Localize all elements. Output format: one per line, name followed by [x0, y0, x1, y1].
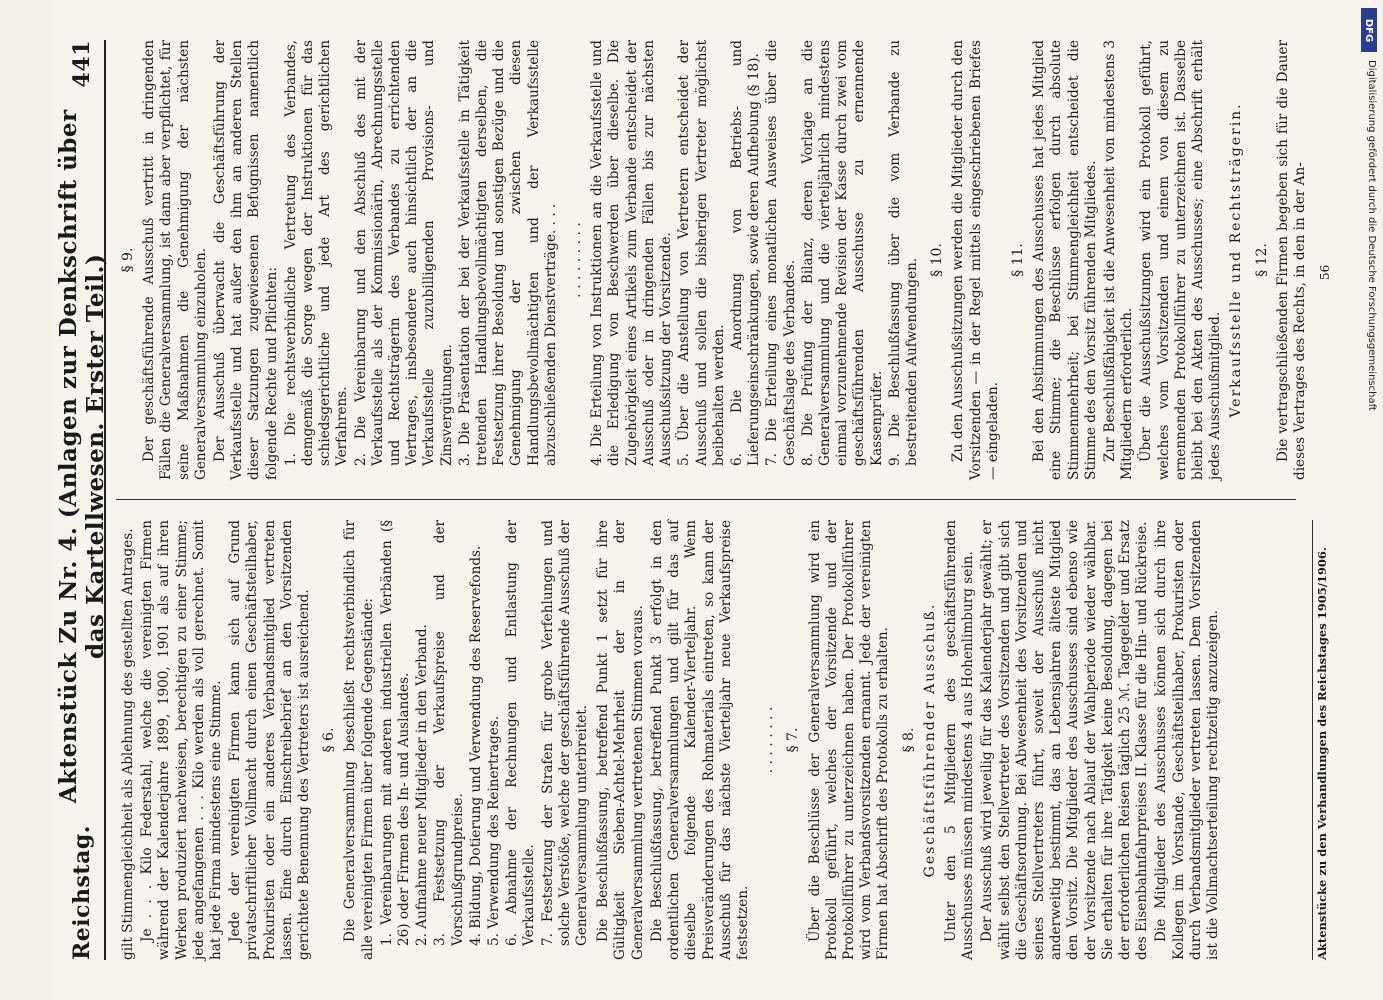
paragraph: Bei den Abstimmungen des Ausschusses hat jedes Mitglied eine Stimme; die Beschlüsse erfolgen durch absolute Stimmenmehrheit; bei Stimmengleichheit entscheidet die Stimme des den Vorsitz führenden Mitgliedes.	[1031, 40, 1099, 480]
list-item: 9. Die Beschlußfassung über die vom Verbande zu bestreitenden Aufwendungen.	[886, 40, 920, 466]
list-item: 5. Über die Anstellung von Vertretern entscheidet der Ausschuß und sollen die bisherigen Vertreter möglichst beibehalten werden.	[676, 40, 727, 466]
paragraph: Der Ausschuß wird jeweilig für das Kalenderjahr gewählt; er wählt selbst den Stellvertreter des Vorsitzenden und gibt sich die Geschäftsordnung. Bei Abwesenheit des Vorsitzenden und seines Stellvertreters führt, soweit der Ausschuß nicht anderweitig bestimmt, das an Lebensjahren älteste Mitglied den Vorsitz. Die Mitglieder des Ausschusses sind ebenso wie der Vorsitzende nach Ablauf der Wahlperiode wieder wählbar. Sie erhalten für ihre Tätigkeit keine Besoldung, dagegen bei der erforderlichen Reisen täglich 25 ℳ. Tagegelder und Ersatz des Eisenbahnfahrpreises II. Klasse für die Hin- und Rückreise.	[979, 520, 1151, 960]
section-heading: § 10.	[929, 243, 946, 277]
list	[283, 40, 560, 480]
list-item: 6. Abnahme der Rechnungen und Entlastung der Verkaufsstelle.	[504, 520, 538, 946]
list-item: 2. Die Vereinbarung und den Abschluß des mit der Verkaufsstelle als der Kommissionärin, Abrechnungsstelle und Rechtsträgerin des Verbandes zu errichtenden Vertrages, insbesondere auch hinsichtlich der an die Verkaufsstelle zuzubilligenden Provisions- und Zinsvergütungen.	[352, 40, 455, 466]
list-item: 7. Die Erteilung eines monatlichen Ausweises über die Geschäftslage des Verbandes.	[764, 40, 798, 466]
paragraph: Der Ausschuß überwacht die Geschäftsführung der Verkaufsstelle und hat außer den ihm an anderen Stellen dieser Satzungen zugewiesenen Befugnissen namentlich folgende Rechte und Pflichten:	[212, 40, 280, 480]
list-item: 5. Verwendung des Reinertrages.	[486, 715, 503, 946]
paragraph: Die vertragschließenden Firmen begeben sich für die Dauer dieses Vertrages des Rechts, in den in der An-	[1274, 40, 1308, 480]
list-item: 1. Die rechtsverbindliche Vertretung des Verbandes, demgemäß die Sorge wegen der Instruktionen für das schiedsgerichtliche und jede Art des gerichtlichen Verfahrens.	[282, 40, 351, 466]
page-header	[55, 40, 109, 960]
list	[379, 520, 591, 960]
document-page	[50, 0, 1380, 1000]
footer-source: Aktenstücke zu den Verhandlungen des Reichstages 1905/1906.	[1312, 520, 1329, 960]
section-heading: § 11.	[1009, 243, 1026, 277]
right-column	[120, 40, 1311, 480]
column-divider	[116, 499, 1296, 500]
list-item: 3. Die Präsentation der bei der Verkaufsstelle in Tätigkeit tretenden Handlungsbevollmächtigten derselben, die Festsetzung ihrer Besoldung und sonstigen Bezüge und die Genehmigung der zwischen diesen Handlungsbevollmächtigten und der Verkaufsstelle abzuschließenden Dienstverträge. . . .	[456, 40, 559, 466]
paragraph: Unter den 5 Mitgliedern des geschäftsführenden Ausschusses müssen mindestens 4 aus Hohenlimburg sein.	[942, 520, 977, 960]
digitization-note: Digitalisierung gefördert durch die Deutsche Forschungsgemeinschaft	[1366, 60, 1377, 411]
paragraph: Die Beschlußfassung, betreffend Punkt 1 setzt für ihre Gültigkeit Sieben-Achtel-Mehrheit der in der Generalversammlung vertretenen Stimmen voraus.	[595, 520, 646, 960]
header-title: Aktenstück Zu Nr. 4. (Anlagen zur Denkschrift über das Kartellwesen. Erster Teil.)	[55, 109, 109, 804]
section-heading: § 9.	[120, 247, 136, 273]
footer-page-number: 56	[1318, 264, 1332, 280]
paragraph: gilt Stimmengleichheit als Ablehnung des gestellten Antrages.	[120, 528, 136, 960]
list-item: 4. Bildung, Dotierung und Verwendung des Reservefonds.	[467, 545, 484, 946]
dfg-logo: DFG	[1361, 8, 1377, 52]
list-item: 2. Aufnahme neuer Mitglieder in den Verband.	[414, 624, 431, 946]
left-column	[120, 520, 1224, 960]
list-item: 6. Die Anordnung von Betriebs- und Lieferungseinschränkungen, sowie deren Aufhebung (§ 18).	[728, 40, 763, 466]
section-subtitle: Verkaufsstelle und Rechtsträgerin.	[1228, 102, 1245, 418]
section-heading: § 7.	[785, 727, 802, 753]
section-heading: § 8.	[900, 727, 917, 753]
list-item: 8. Die Prüfung der Bilanz, deren Vorlage an die Generalversammlung und die vierteljährlich mindestens einmal vorzunehmende Revision der Kasse durch zwei vom geschäftsführenden Ausschusse zu ernennende Kassenprüfer.	[799, 40, 885, 466]
header-left: Reichstag.	[69, 825, 95, 960]
section-heading: § 6.	[321, 727, 338, 753]
section-subtitle: Geschäftsführender Ausschuß.	[921, 602, 938, 878]
list-item: 3. Festsetzung der Verkaufspreise und der Vorschußgrundpreise.	[432, 520, 466, 946]
paragraph: Je . . . Kilo Federstahl, welche die vereinigten Firmen während der Kalenderjahre 1899, 1900, 1901 als auf ihren Werken produziert nachweisen, berechtigen zu einer Stimme; jede angefangenen . . . Kilo werden als voll gerechnet. Somit hat jede Firma mindestens eine Stimme.	[139, 520, 225, 960]
paragraph: Die Beschlußfassung, betreffend Punkt 3 erfolgt in den ordentlichen Generalversammlungen und gilt für das auf dieselbe folgende Kalender-Vierteljahr. Wenn Preisveränderungen des Rohmaterials eintreten, so kann der Ausschuß für das nächste Vierteljahr neue Verkaufspreise festsetzen.	[648, 520, 751, 960]
list	[589, 40, 921, 480]
header-page-number: 441	[69, 40, 95, 88]
ellipsis: . . . . . . . .	[760, 706, 777, 774]
list-item: 4. Die Erteilung von Instruktionen an die Verkaufsstelle und die Erledigung von Beschwerden über dieselbe. Die Zugehörigkeit eines Artikels zum Verbande entscheidet der Ausschuß oder in dringenden Fällen bis zur nächsten Ausschußsitzung der Vorsitzende.	[589, 40, 675, 466]
paragraph: Zu den Ausschußsitzungen werden die Mitglieder durch den Vorsitzenden — in der Regel mittels eingeschriebenen Briefes — eingeladen.	[950, 40, 1001, 480]
list-item: 1. Vereinbarungen mit anderen industriellen Verbänden (§ 26) oder Firmen des In- und Auslandes.	[378, 520, 413, 946]
paragraph: Der geschäftsführende Ausschuß vertritt in dringenden Fällen die Generalversammlung, ist dann aber verpflichtet, für seine Maßnahmen die Genehmigung der nächsten Generalversammlung einzuholen.	[141, 40, 209, 480]
list-item: 7. Festsetzung der Strafen für grobe Verfehlungen und solche Verstöße, welche der geschäftsführende Ausschuß der Generalversammlung unterbreitet.	[539, 520, 591, 946]
paragraph: Die Generalversammlung beschließt rechtsverbindlich für alle vereinigten Firmen über folgende Gegenstände:	[342, 520, 376, 960]
paragraph: Über die Beschlüsse der Generalversammlung wird ein Protokoll geführt, welches der Vorsitzende und der Protokollführer zu unterzeichnen haben. Der Protokollführer wird vom Verbandsvorsitzenden ernannt. Jede der vereinigten Firmen hat Abschrift des Protokolls zu erhalten.	[806, 520, 892, 960]
ellipsis: . . . . . . . . .	[568, 222, 585, 298]
paragraph: Über die Ausschußsitzungen wird ein Protokoll geführt, welches vom Vorsitzenden und einem von diesem zu ernennenden Protokollführer zu unterzeichnen ist. Dasselbe bleibt bei den Akten des Ausschusses; eine Abschrift erhält jedes Ausschußmitglied.	[1138, 40, 1224, 480]
paragraph: Jede der vereinigten Firmen kann sich auf Grund privatschriftlicher Vollmacht durch einen Geschäftsteilhaber, Prokuristen oder ein anderes Verbandsmitglied vertreten lassen. Eine durch Einschreibebrief an den Vorsitzenden gerichtete Benennung des Vertreters ist ausreichend.	[227, 520, 313, 960]
paragraph: Zur Beschlußfähigkeit ist die Anwesenheit von mindestens 3 Mitgliedern erforderlich.	[1101, 40, 1136, 480]
paragraph: Die Mitglieder des Ausschusses können sich durch ihre Kollegen im Vorstande, Geschäftsteilhaber, Prokuristen oder durch Verbandsmitglieder vertreten lassen. Dem Vorsitzenden ist die Vollmachtserteilung rechtzeitig anzuzeigen.	[1153, 520, 1221, 960]
section-heading: § 12.	[1253, 243, 1270, 277]
